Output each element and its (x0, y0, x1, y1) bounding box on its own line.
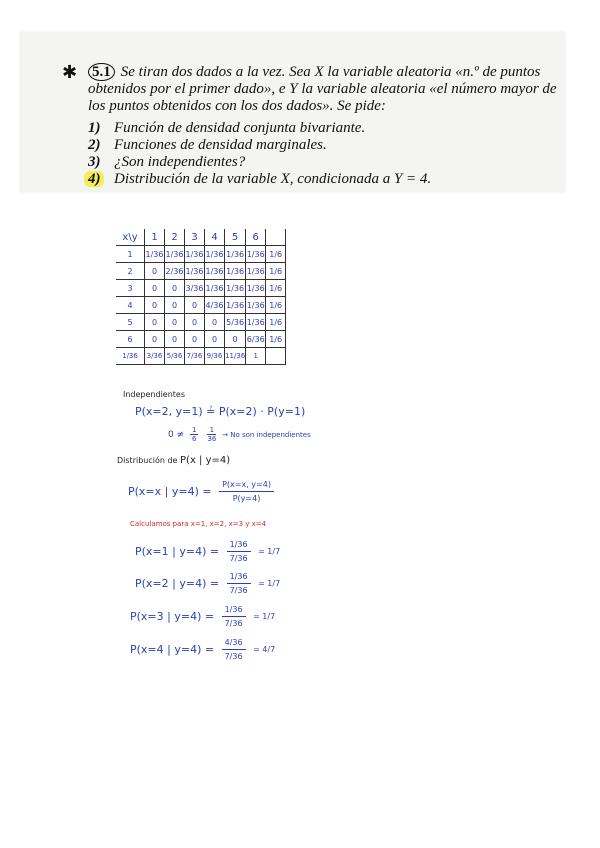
x-label: 2 (116, 263, 145, 280)
item-text: Funciones de densidad marginales. (114, 137, 327, 153)
table-cell: 1/36 (246, 246, 266, 263)
formula-denominator: P(y=4) (232, 494, 261, 503)
corner-x: x (122, 231, 129, 243)
x-label: 3 (116, 280, 145, 297)
table-cell: 0 (145, 331, 165, 348)
independence-conclusion: → No son independientes (222, 431, 311, 439)
table-cell: 1/36 (205, 280, 225, 297)
table-cell: 1/36 (246, 297, 266, 314)
marginal-cell: 1/6 (266, 297, 286, 314)
x-label: 4 (116, 297, 145, 314)
total-cell: 1/36 (116, 348, 145, 365)
table-row (116, 314, 286, 331)
item-text: Función de densidad conjunta bivariante. (114, 120, 366, 136)
item-number: 1) (88, 120, 101, 136)
marginal-cell: 1/6 (266, 331, 286, 348)
table-cell: 0 (145, 314, 165, 331)
calc-note: Calculamos para x=1, x=2, x=3 y x=4 (130, 520, 267, 528)
table-cell: 1/36 (205, 263, 225, 280)
table-cell: 0 (225, 331, 246, 348)
table-cell: 1/36 (246, 314, 266, 331)
row-fraction (227, 572, 251, 595)
row-lhs: P(x=2 | y=4) = (135, 577, 220, 590)
row-lhs: P(x=4 | y=4) = (130, 643, 215, 656)
table-corner: x\y (116, 229, 145, 246)
y-header: 3 (185, 229, 205, 246)
total-empty (266, 348, 286, 365)
row-denominator: 7/36 (224, 652, 243, 661)
table-cell: 1/36 (185, 263, 205, 280)
table-cell: 1/36 (205, 246, 225, 263)
problem-item (88, 137, 431, 154)
conditional-formula (128, 480, 278, 503)
table-cell: 3/36 (185, 280, 205, 297)
row-result: = 4/7 (253, 645, 276, 654)
marginal-cell: 1/6 (266, 280, 286, 297)
table-cell: 0 (205, 331, 225, 348)
table-cell: 1/36 (225, 280, 246, 297)
table-row (116, 280, 286, 297)
corner-y: y (131, 231, 138, 243)
table-row (116, 246, 286, 263)
frac-bottom: 36 (207, 435, 217, 443)
table-cell: 0 (145, 280, 165, 297)
table-cell: 1/36 (246, 280, 266, 297)
table-cell: 0 (145, 263, 165, 280)
frac-top: 1 (207, 426, 216, 435)
table-cell: 0 (185, 331, 205, 348)
row-lhs: P(x=3 | y=4) = (130, 610, 215, 623)
table-row (116, 263, 286, 280)
table-cell: 0 (165, 331, 185, 348)
row-denominator: 7/36 (229, 586, 248, 595)
item-text: Distribución de la variable X, condicionada a Y = 4. (114, 171, 432, 187)
distribution-title-text: Distribución de (117, 456, 178, 465)
fraction (190, 426, 198, 443)
problem-item (88, 154, 431, 171)
row-numerator: 1/36 (227, 572, 251, 584)
x-label: 1 (116, 246, 145, 263)
table-cell: 0 (165, 314, 185, 331)
row-numerator: 1/36 (222, 605, 246, 617)
conditional-row (130, 638, 275, 661)
table-cell: 0 (185, 314, 205, 331)
row-fraction (227, 540, 251, 563)
table-cell: 1/36 (225, 297, 246, 314)
y-header: 1 (145, 229, 165, 246)
formula-lhs: P(x=x | y=4) = (128, 485, 212, 498)
y-header: 6 (246, 229, 266, 246)
total-cell: 3/36 (145, 348, 165, 365)
problem-text: Se tiran dos dados a la vez. Sea X la variable aleatoria «n.º de puntos obtenidos por el primer dado», e Y la variable aleatoria «el número mayor de los puntos obtenidos con los dos dados». Se pide: (88, 64, 557, 114)
table-cell: 0 (165, 297, 185, 314)
table-cell: 1/36 (246, 263, 266, 280)
table-cell: 0 (145, 297, 165, 314)
table-cell: 4/36 (205, 297, 225, 314)
table-cell: 1/36 (225, 263, 246, 280)
frac-top: 1 (192, 426, 197, 434)
x-label: 5 (116, 314, 145, 331)
distribution-title-expr: P(x | y=4) (180, 455, 231, 466)
table-cell: 1/36 (185, 246, 205, 263)
table-cell: 1/36 (145, 246, 165, 263)
total-cell: 9/36 (205, 348, 225, 365)
independence-title: Independientes (123, 390, 186, 399)
row-fraction (222, 605, 246, 628)
fraction (207, 426, 216, 443)
row-fraction (222, 638, 246, 661)
table-cell: 6/36 (246, 331, 266, 348)
item-text: ¿Son independientes? (114, 154, 246, 170)
y-header: 4 (205, 229, 225, 246)
row-denominator: 7/36 (224, 619, 243, 628)
conditional-row (135, 572, 280, 595)
conditional-row (135, 540, 280, 563)
row-denominator: 7/36 (229, 554, 248, 563)
check-lhs: 0 ≠ (168, 430, 185, 440)
table-cell: 2/36 (165, 263, 185, 280)
independence-check (168, 426, 311, 443)
table-cell: 0 (165, 280, 185, 297)
conditional-row (130, 605, 275, 628)
problem-item (88, 120, 431, 137)
item-number: 4) (88, 171, 101, 187)
problem-statement (88, 64, 558, 115)
total-cell: 1 (246, 348, 266, 365)
total-cell: 5/36 (165, 348, 185, 365)
x-label: 6 (116, 331, 145, 348)
table-header-row (116, 229, 286, 246)
table-cell: 5/36 (225, 314, 246, 331)
frac-bottom: 6 (192, 435, 197, 443)
table-cell: 0 (205, 314, 225, 331)
table-row (116, 331, 286, 348)
row-lhs: P(x=1 | y=4) = (135, 545, 220, 558)
independence-equation: P(x=2, y=1) ≟ P(x=2) · P(y=1) (135, 405, 306, 418)
row-result: = 1/7 (258, 579, 281, 588)
table-row (116, 297, 286, 314)
row-result: = 1/7 (253, 612, 276, 621)
table-cell: 1/36 (225, 246, 246, 263)
y-header: 2 (165, 229, 185, 246)
marginal-cell: 1/6 (266, 263, 286, 280)
formula-numerator: P(x=x, y=4) (219, 480, 274, 492)
total-cell: 7/36 (185, 348, 205, 365)
problem-items (88, 120, 431, 188)
table-cell: 0 (185, 297, 205, 314)
item-number: 2) (88, 137, 101, 153)
marginal-header (266, 229, 286, 246)
row-numerator: 1/36 (227, 540, 251, 552)
row-result: = 1/7 (258, 547, 281, 556)
marginal-cell: 1/6 (266, 314, 286, 331)
totals-row (116, 348, 286, 365)
star-icon: ✱ (62, 62, 78, 83)
row-numerator: 4/36 (222, 638, 246, 650)
y-header: 5 (225, 229, 246, 246)
total-cell: 11/36 (225, 348, 246, 365)
table-cell: 1/36 (165, 246, 185, 263)
item-number: 3) (88, 154, 101, 170)
formula-fraction (219, 480, 274, 503)
distribution-title (117, 455, 230, 466)
problem-number: 5.1 (88, 63, 115, 81)
joint-distribution-table (116, 229, 286, 365)
marginal-cell: 1/6 (266, 246, 286, 263)
problem-item-highlighted (88, 171, 431, 188)
